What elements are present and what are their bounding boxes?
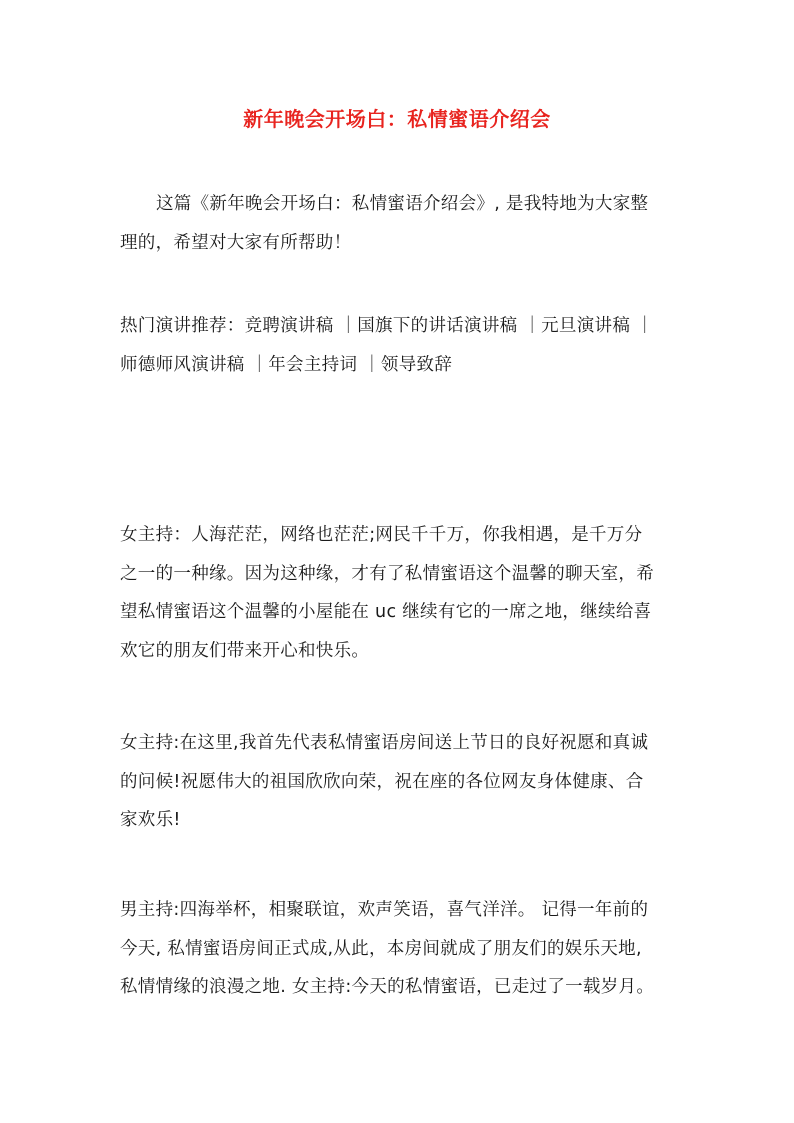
paragraph-line: 私情情缘的浪漫之地. 女主持:今天的私情蜜语，已走过了一载岁月。 [120,977,655,997]
paragraph-line: 女主持:在这里,我首先代表私情蜜语房间送上节日的良好祝愿和真诚 [120,733,649,753]
recommend-line: 热门演讲推荐：竞聘演讲稿 ｜国旗下的讲话演讲稿 ｜元旦演讲稿 ｜ [120,316,654,336]
paragraph-line: 今天, 私情蜜语房间正式成,从此，本房间就成了朋友们的娱乐天地, [120,938,642,959]
host-paragraph-2 [120,724,680,840]
paragraph-line: 男主持:四海举杯，相聚联谊，欢声笑语，喜气洋洋。 记得一年前的 [120,900,649,920]
intro-paragraph [120,185,680,262]
host-paragraph-1 [120,516,680,670]
intro-line: 理的，希望对大家有所帮助！ [120,232,352,253]
paragraph-line: 家欢乐! [120,810,181,830]
paragraph-line: 望私情蜜语这个温馨的小屋能在 uc 继续有它的一席之地，继续给喜 [120,602,652,622]
paragraph-line: 的问候!祝愿伟大的祖国欣欣向荣，祝在座的各位网友身体健康、合 [120,771,644,792]
recommend-line: 师德师风演讲稿 ｜年会主持词 ｜领导致辞 [120,354,453,375]
intro-line: 这篇《新年晚会开场白：私情蜜语介绍会》, 是我特地为大家整 [156,194,649,214]
document-title: 新年晚会开场白：私情蜜语介绍会 [243,107,551,131]
paragraph-line: 之一的一种缘。因为这种缘，才有了私情蜜语这个温馨的聊天室，希 [120,563,654,584]
host-paragraph-3 [120,891,680,1007]
recommend-paragraph [120,307,680,384]
paragraph-line: 女主持：人海茫茫，网络也茫茫;网民千千万，你我相遇，是千万分 [120,525,643,545]
paragraph-line: 欢它的朋友们带来开心和快乐。 [120,640,370,661]
